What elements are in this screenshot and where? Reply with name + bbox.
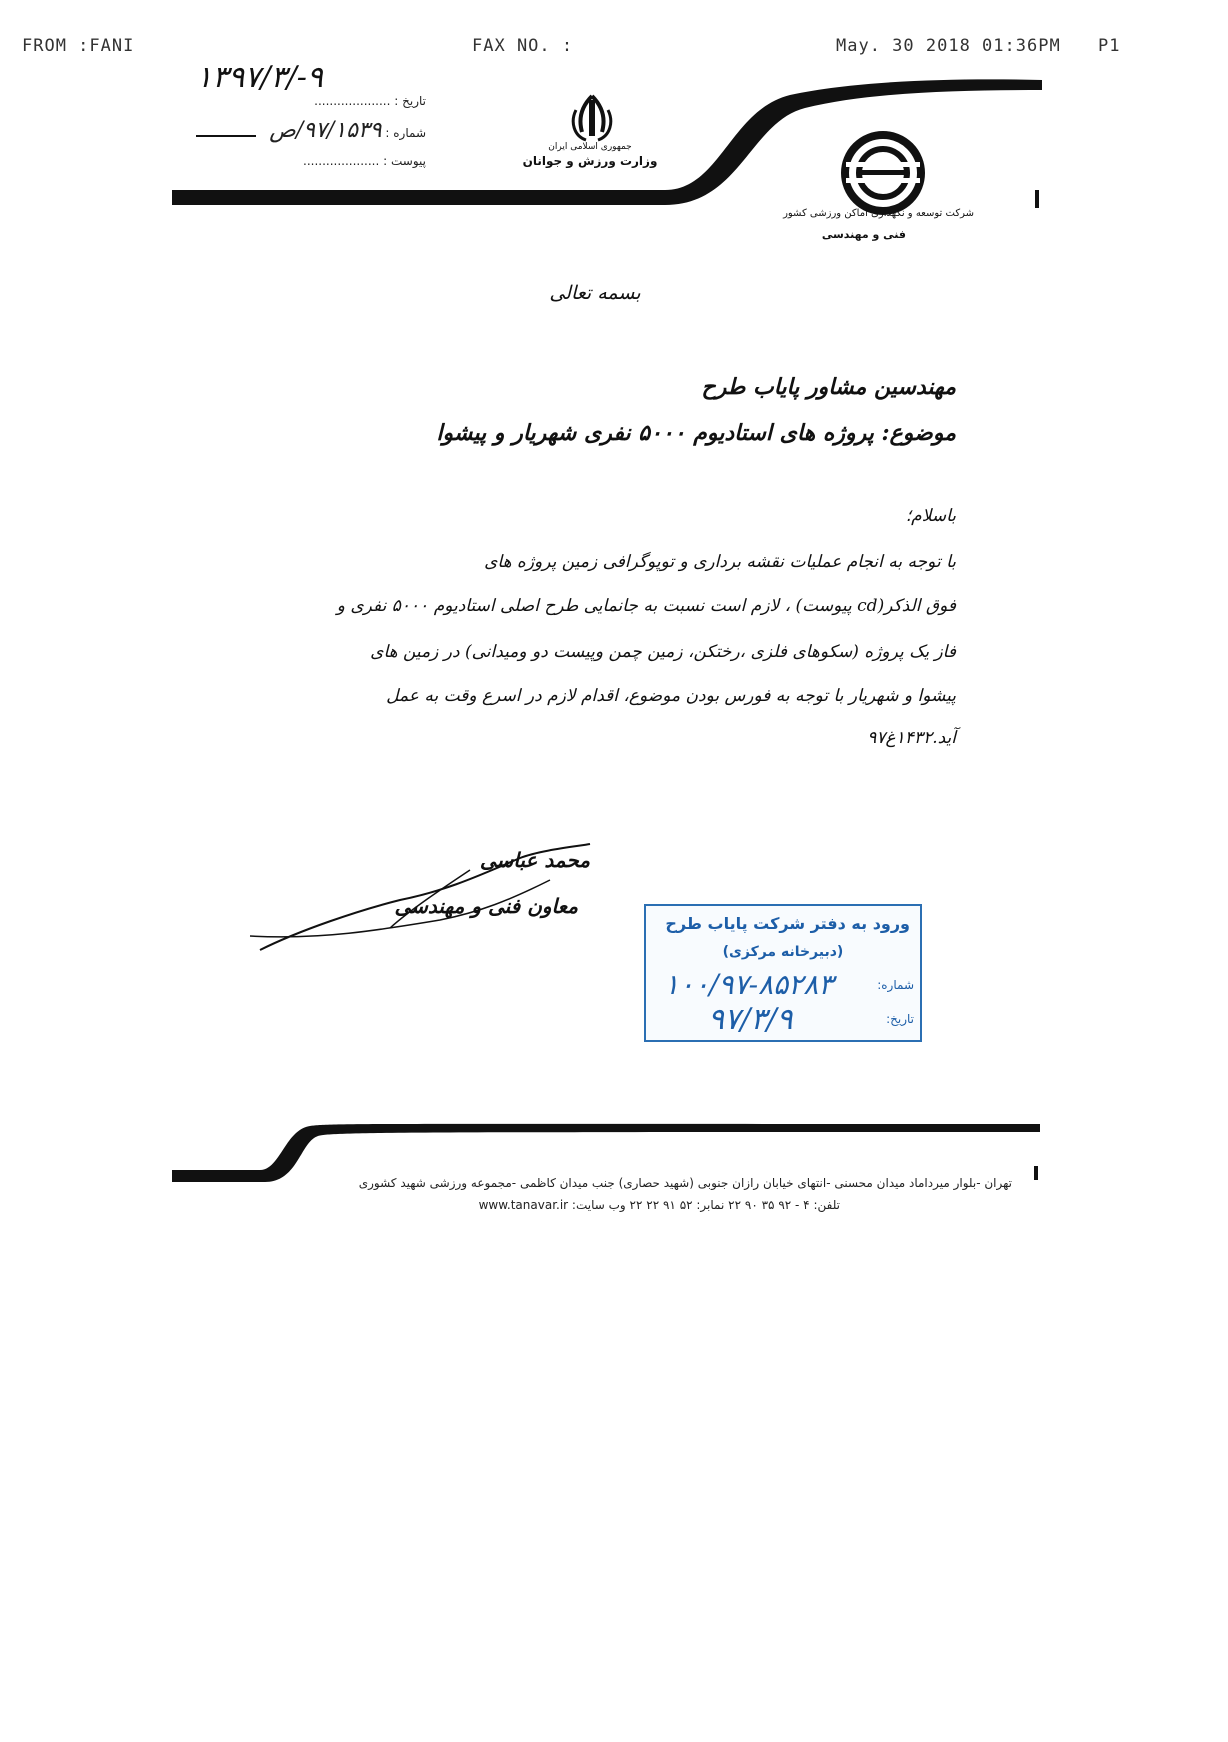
- footer-contact: تلفن: ۴ - ۹۲ ۳۵ ۹۰ ۲۲ نمابر: ۵۲ ۹۱ ۲۲ ۲۲ وب سایت: www.tanavar.ir: [478, 1198, 840, 1212]
- body-line-4: پیشوا و شهریار با توجه به فورس بودن موضوع، اقدام لازم در اسرع وقت به عمل: [386, 686, 956, 706]
- invocation: بسمه تعالی: [549, 282, 641, 304]
- footer-address: تهران -بلوار میرداماد میدان محسنی -انتهای خیابان رازان جنوبی (شهید حصاری) جنب میدان کاظمی -مجموعه ورزشی شهید کشوری: [358, 1176, 1012, 1190]
- stamp-number-value: ۱۰۰/۹۷-۸۵۲۸۳: [664, 968, 834, 1001]
- company-logo-icon: [838, 128, 928, 218]
- receipt-stamp: [644, 904, 922, 1042]
- body-line-5: آید.۱۴۳۲غ۹۷: [867, 728, 956, 748]
- greeting: باسلام؛: [905, 506, 956, 526]
- company-department: فنی و مهندسی: [821, 228, 906, 241]
- attachment-label: پیوست :: [383, 154, 426, 168]
- fax-number: FAX NO. :: [472, 36, 574, 56]
- signer-name: محمد عباسی: [479, 848, 590, 872]
- company-name: شرکت توسعه و نگهداری اماکن ورزشی کشور: [783, 208, 974, 219]
- body-line-1: با توجه به انجام عملیات نقشه برداری و توپوگرافی زمین پروژه های: [484, 552, 956, 572]
- attachment-dots: ....................: [303, 154, 380, 168]
- date-dots: ....................: [314, 94, 391, 108]
- ministry-line1: جمهوری اسلامی ایران: [548, 142, 632, 152]
- iran-emblem-icon: [568, 92, 616, 144]
- fax-page: P1: [1098, 36, 1121, 56]
- stamp-line2: (دبیرخانه مرکزی): [722, 944, 844, 960]
- signer-title: معاون فنی و مهندسی: [394, 894, 578, 918]
- body-line-3: فاز یک پروژه (سکوهای فلزی ،رختکن، زمین چمن وپیست دو ومیدانی) در زمین های: [370, 642, 956, 662]
- ministry-line2: وزارت ورزش و جوانان: [522, 154, 658, 168]
- fax-from: FROM :FANI: [22, 36, 135, 56]
- handwritten-number: ۹۷/۱۵۳۹/ص: [269, 118, 382, 143]
- subject: موضوع: پروژه های استادیوم ۵۰۰۰ نفری شهریار و پیشوا: [436, 420, 956, 446]
- stamp-number-label: شماره:: [877, 978, 914, 992]
- date-label: تاریخ :: [394, 94, 426, 108]
- number-underline: [196, 135, 256, 137]
- fax-datetime: May. 30 2018 01:36PM: [836, 36, 1061, 56]
- number-label: شماره :: [385, 126, 426, 140]
- stamp-line1: ورود به دفتر شرکت پایاب طرح: [665, 914, 910, 933]
- date-row: [236, 94, 426, 108]
- stamp-date-label: تاریخ:: [886, 1012, 914, 1026]
- stamp-date-value: ۹۷/۳/۹: [708, 1002, 793, 1037]
- body-line-2: فوق الذکر(cd پیوست) ، لازم است نسبت به جانمایی طرح اصلی استادیوم ۵۰۰۰ نفری و: [336, 596, 956, 616]
- number-row: [196, 118, 426, 143]
- recipient: مهندسین مشاور پایاب طرح: [701, 374, 956, 400]
- attachment-row: [236, 154, 426, 168]
- handwritten-date: ۱۳۹۷/۳/-۹: [196, 60, 324, 95]
